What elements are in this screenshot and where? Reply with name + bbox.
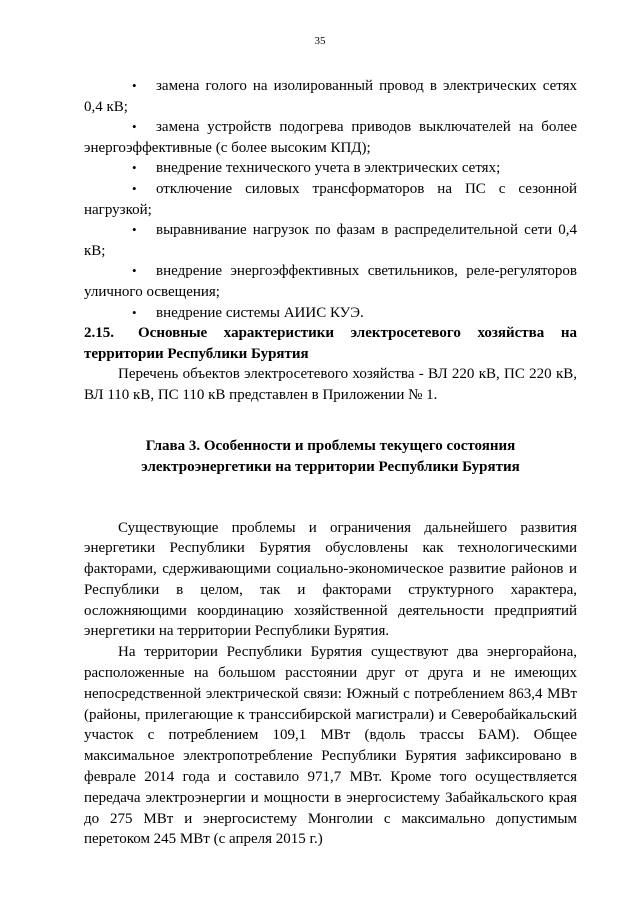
bullet-item	[84, 117, 577, 158]
bullet-item	[84, 76, 577, 117]
section-number: 2.15.	[84, 325, 114, 342]
bullet-text: замена голого на изолированный провод в электрических сетях 0,4 кВ;	[84, 78, 577, 115]
bullet-icon: •	[132, 119, 137, 135]
bullet-text: внедрение технического учета в электрических сетях;	[156, 160, 501, 177]
bullet-text: замена устройств подогрева приводов выключателей на более энергоэффективные (с более высоким КПД);	[84, 119, 577, 156]
bullet-text: внедрение системы АИИС КУЭ.	[156, 304, 364, 321]
document-body	[84, 76, 577, 850]
bullet-icon: •	[132, 304, 137, 320]
bullet-item	[84, 303, 577, 324]
chapter-paragraph: На территории Республики Бурятия существуют два энергорайона, расположенные на большом расстоянии друг от друга и не имеющих непосредственной электрической связи: Южный с потреблением 863,4 МВт (районы, прилегающие к транссибирской магистрали) и Северобайкальский участок с потреблением 109,1 МВт (вдоль трассы БАМ). Общее максимальное электропотребление Республики Бурятия зафиксировано в феврале 2014 года и составило 971,7 МВт. Кроме того осуществляется передача электроэнергии и мощности в энергосистему Забайкальского края до 275 МВт и энергосистему Монголии с максимально допустимым перетоком 245 МВт (с апреля 2015 г.)	[84, 644, 577, 848]
bullet-item	[84, 179, 577, 220]
chapter-title-line: Глава 3. Особенности и проблемы текущего состояния	[145, 437, 516, 454]
bullet-text: внедрение энергоэффективных светильников, реле-регуляторов уличного освещения;	[84, 263, 577, 300]
chapter-title	[84, 436, 577, 478]
chapter-paragraph: Существующие проблемы и ограничения дальнейшего развития энергетики Республики Бурятия обусловлены как технологическими факторами, сдерживающими социально-экономическое развитие районов и Республики в целом, так и факторами структурного характера, осложняющими координацию хозяйственной деятельности предприятий энергетики на территории Республики Бурятия.	[84, 519, 577, 640]
section-heading	[84, 323, 577, 364]
bullet-icon: •	[132, 263, 137, 279]
bullet-item	[84, 261, 577, 302]
bullet-icon: •	[132, 78, 137, 93]
bullet-icon: •	[132, 180, 137, 196]
bullet-item	[84, 220, 577, 261]
section-paragraph: Перечень объектов электросетевого хозяйства - ВЛ 220 кВ, ПС 220 кВ, ВЛ 110 кВ, ПС 110 кВ представлен в Приложении № 1.	[84, 366, 577, 403]
bullet-item	[84, 158, 577, 179]
bullet-icon: •	[132, 222, 137, 238]
bullet-text: отключение силовых трансформаторов на ПС с сезонной нагрузкой;	[84, 180, 577, 218]
page-number: 35	[314, 35, 326, 47]
bullet-text: выравнивание нагрузок по фазам в распределительной сети 0,4 кВ;	[84, 222, 577, 259]
bullet-icon: •	[132, 160, 137, 176]
section-title: Основные характеристики электросетевого хозяйства на территории Республики Бурятия	[84, 325, 577, 362]
chapter-title-line: электроэнергетики на территории Республики Бурятия	[141, 458, 520, 475]
